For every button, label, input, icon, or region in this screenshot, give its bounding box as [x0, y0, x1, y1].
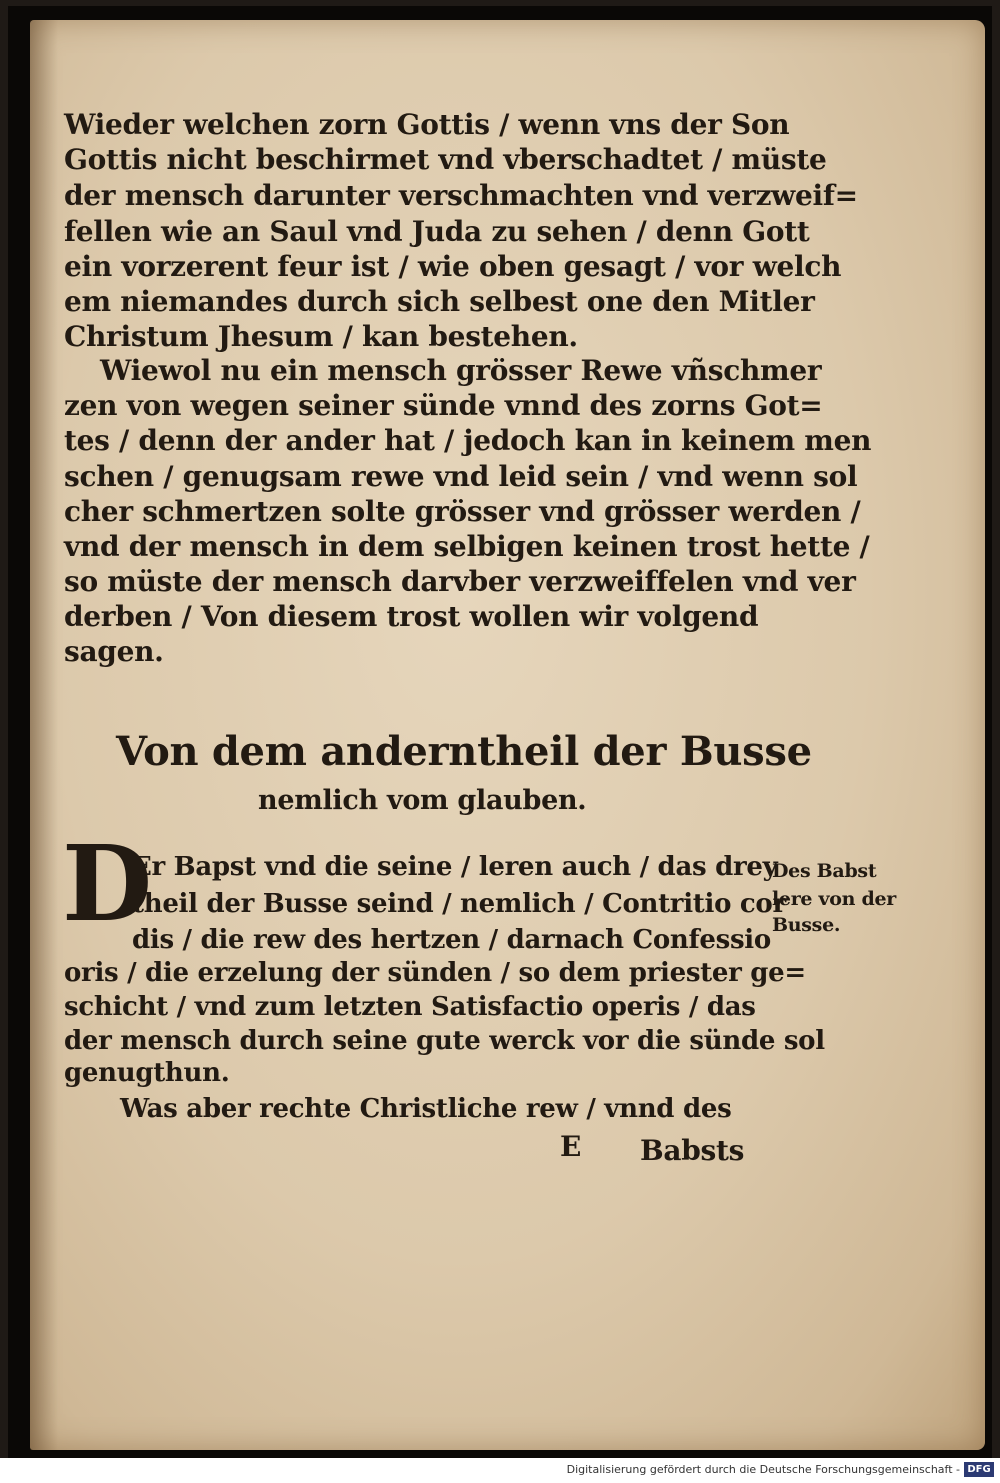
text-line: ein vorzerent feur ist / wie oben gesagt / vor welch [64, 250, 842, 283]
text-line: vnd der mensch in dem selbigen keinen trost hette / [64, 530, 870, 563]
text-line: em niemandes durch sich selbest one den Mitler [64, 285, 815, 318]
signature-mark: E [560, 1130, 582, 1163]
text-line: der mensch durch seine gute werck vor die sünde sol [64, 1026, 825, 1056]
catchword: Babsts [640, 1134, 745, 1167]
text-line: fellen wie an Saul vnd Juda zu sehen / denn Gott [64, 215, 810, 248]
margin-note-line: Busse. [772, 914, 841, 936]
dfg-logo: DFG [964, 1462, 994, 1477]
text-line: schen / genugsam rewe vnd leid sein / vnd wenn sol [64, 460, 858, 493]
text-line: dis / die rew des hertzen / darnach Confessio [132, 925, 771, 955]
funding-notice: Digitalisierung gefördert durch die Deutsche Forschungsgemeinschaft - [566, 1463, 960, 1476]
margin-note-line: Des Babst [772, 860, 877, 882]
text-line: so müste der mensch darvber verzweiffelen vnd ver [64, 565, 856, 598]
text-line: zen von wegen seiner sünde vnnd des zorns Got= [64, 389, 823, 422]
text-line: Christum Jhesum / kan bestehen. [64, 320, 578, 353]
text-line: sagen. [64, 635, 164, 668]
drop-cap-initial: D [62, 822, 153, 945]
text-line: Wieder welchen zorn Gottis / wenn vns der Son [64, 108, 790, 141]
footer-bar [0, 1458, 1000, 1483]
text-line: der mensch darunter verschmachten vnd verzweif= [64, 179, 858, 212]
text-line: Wiewol nu ein mensch grösser Rewe vñschmer [100, 354, 822, 387]
text-line: genugthun. [64, 1058, 230, 1088]
section-heading: Von dem anderntheil der Busse [116, 728, 812, 775]
text-line: derben / Von diesem trost wollen wir volgend [64, 600, 759, 633]
text-line: Er Bapst vnd die seine / leren auch / das drey [132, 852, 778, 882]
text-line: schicht / vnd zum letzten Satisfactio operis / das [64, 992, 756, 1022]
text-line: oris / die erzelung der sünden / so dem priester ge= [64, 958, 806, 988]
text-line: tes / denn der ander hat / jedoch kan in keinem men [64, 424, 872, 457]
text-line: theil der Busse seind / nemlich / Contritio cor [132, 889, 786, 919]
margin-note-line: lere von der [772, 888, 896, 910]
text-line: cher schmertzen solte grösser vnd grösser werden / [64, 495, 861, 528]
text-line: Gottis nicht beschirmet vnd vberschadtet / müste [64, 143, 827, 176]
text-line: Was aber rechte Christliche rew / vnnd des [120, 1094, 732, 1124]
section-subheading: nemlich vom glauben. [258, 785, 587, 816]
